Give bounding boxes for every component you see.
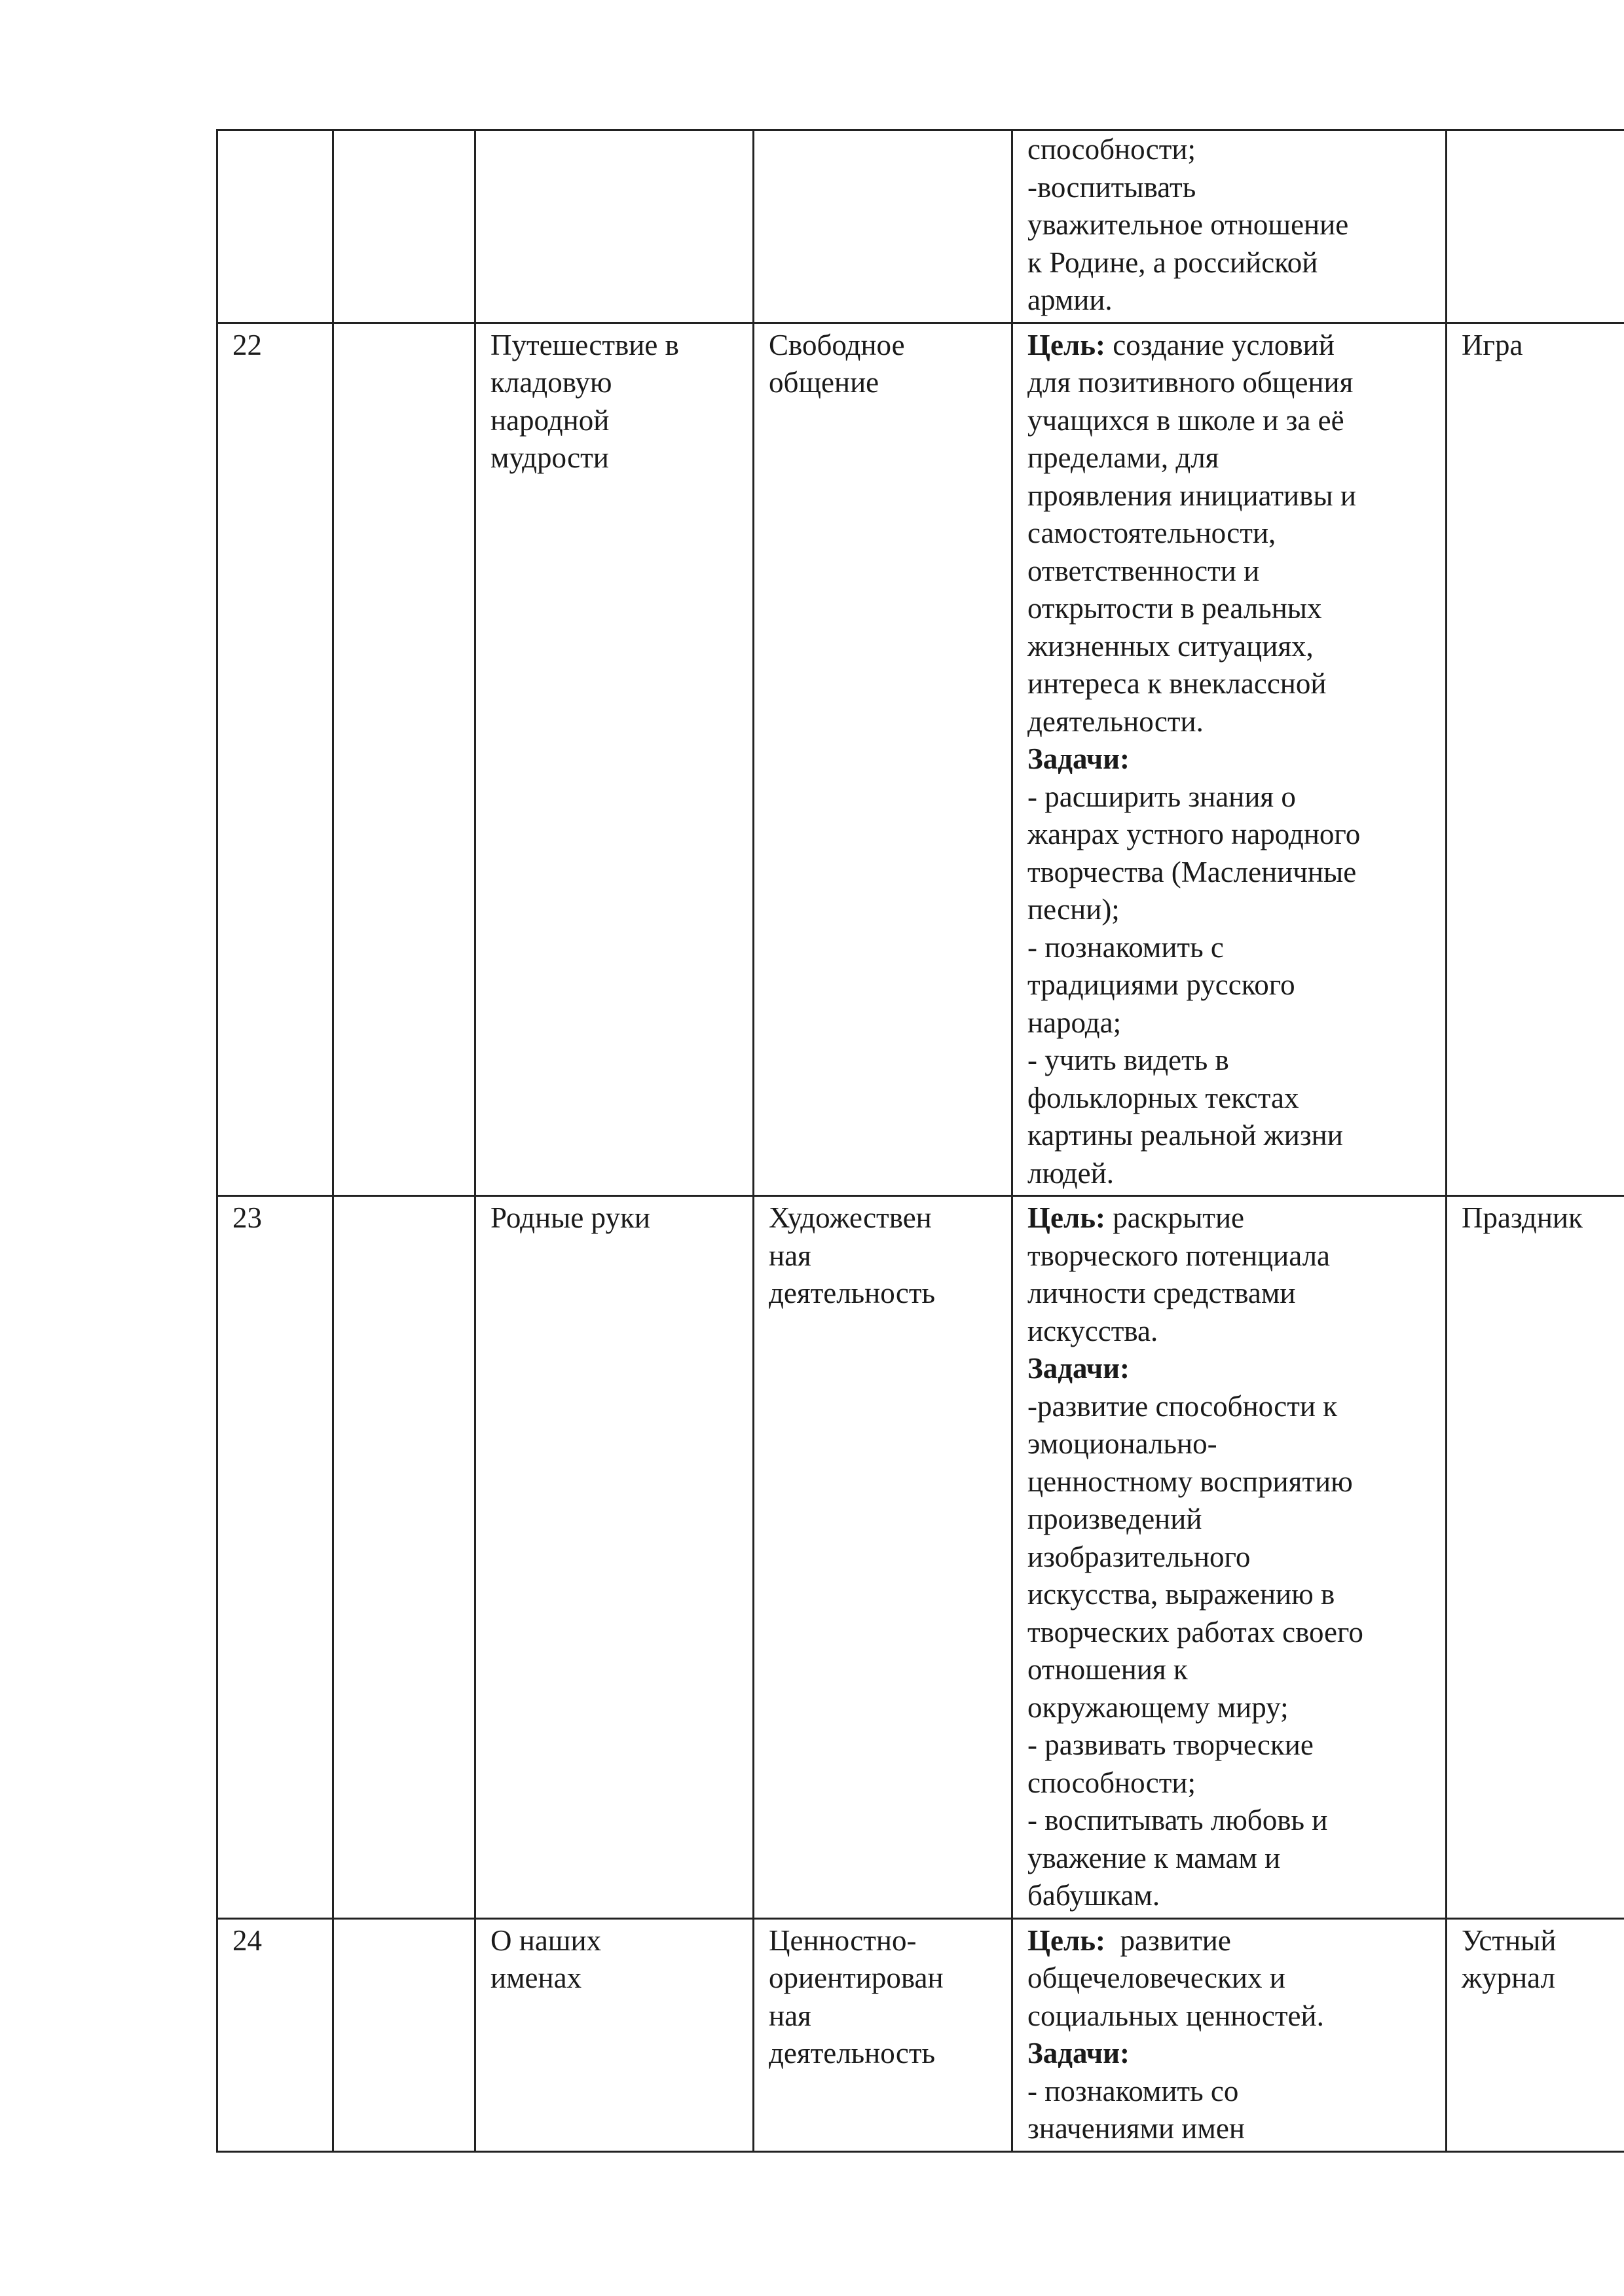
task-line: творчества (Масленичные <box>1027 855 1357 888</box>
table-row <box>217 130 1624 323</box>
task-line: традициями русского <box>1027 968 1295 1001</box>
goals-cell <box>1012 323 1447 1196</box>
task-line: - познакомить со <box>1027 2074 1239 2107</box>
activity-plan-table <box>216 129 1624 2153</box>
table-row <box>217 323 1624 1196</box>
tasks-label: Задачи: <box>1027 742 1130 775</box>
topic-cell <box>475 323 754 1196</box>
goal-line: к Родине, а российской <box>1027 246 1318 279</box>
topic-line: Родные руки <box>490 1201 650 1234</box>
goal-label: Цель: <box>1027 1923 1106 1957</box>
type-cell <box>1447 323 1624 1196</box>
form-cell <box>754 1918 1012 2151</box>
date-cell <box>333 130 475 323</box>
type-line: Устный <box>1462 1923 1557 1957</box>
goal-text: развитие <box>1105 1923 1231 1957</box>
row-number: 24 <box>232 1923 262 1957</box>
type-cell <box>1447 130 1624 323</box>
row-number-cell <box>217 1196 333 1919</box>
form-line: деятельность <box>769 1277 936 1309</box>
goal-line: открытости в реальных <box>1027 592 1322 625</box>
goal-label: Цель: <box>1027 328 1106 361</box>
task-line: эмоционально- <box>1027 1427 1217 1460</box>
type-line: Игра <box>1462 328 1523 361</box>
form-line: ориентирован <box>769 1961 944 1994</box>
goal-line: личности средствами <box>1027 1277 1296 1309</box>
goal-first-line <box>1027 1922 1435 1960</box>
topic-cell <box>475 130 754 323</box>
row-number-cell <box>217 323 333 1196</box>
tasks-label: Задачи: <box>1027 1352 1130 1385</box>
form-line: общение <box>769 366 879 399</box>
task-line: песни); <box>1027 893 1120 926</box>
goal-line: -воспитывать <box>1027 170 1196 204</box>
goal-line: проявления инициативы и <box>1027 479 1356 512</box>
task-line: людей. <box>1027 1156 1114 1190</box>
goal-label: Цель: <box>1027 1201 1106 1234</box>
task-line: произведений <box>1027 1503 1202 1535</box>
type-cell <box>1447 1196 1624 1919</box>
topic-line: народной <box>490 403 610 437</box>
topic-line: кладовую <box>490 366 612 399</box>
form-cell <box>754 323 1012 1196</box>
goal-line: самостоятельности, <box>1027 517 1276 549</box>
table-row <box>217 1918 1624 2151</box>
topic-line: именах <box>490 1961 582 1994</box>
goal-line: учащихся в школе и за её <box>1027 403 1344 437</box>
task-line: бабушкам. <box>1027 1879 1160 1912</box>
goals-cell <box>1012 1918 1447 2151</box>
goal-line: искусства. <box>1027 1314 1158 1347</box>
goal-line: армии. <box>1027 283 1113 316</box>
task-line: способности; <box>1027 1766 1196 1799</box>
goal-line: творческого потенциала <box>1027 1239 1331 1272</box>
goal-line: жизненных ситуациях, <box>1027 629 1314 663</box>
goal-line: для позитивного общения <box>1027 366 1354 399</box>
form-line: Художествен <box>769 1201 932 1234</box>
goal-line: ответственности и <box>1027 554 1260 587</box>
goal-line: пределами, для <box>1027 441 1219 474</box>
goal-first-line <box>1027 327 1435 365</box>
form-line: ная <box>769 1239 811 1272</box>
goal-line: интереса к внеклассной <box>1027 667 1327 700</box>
task-line: жанрах устного народного <box>1027 818 1361 850</box>
row-number: 22 <box>232 328 262 361</box>
task-line: отношения к <box>1027 1653 1188 1686</box>
task-line: фольклорных текстах <box>1027 1081 1299 1114</box>
topic-line: Путешествие в <box>490 328 679 361</box>
topic-cell <box>475 1918 754 2151</box>
goal-line: общечеловеческих и <box>1027 1961 1285 1994</box>
task-line: - расширить знания о <box>1027 780 1296 813</box>
task-line: уважение к мамам и <box>1027 1841 1281 1874</box>
form-cell <box>754 1196 1012 1919</box>
task-line: -развитие способности к <box>1027 1389 1338 1423</box>
tasks-label: Задачи: <box>1027 2037 1130 2069</box>
type-line: журнал <box>1462 1961 1555 1994</box>
task-line: изобразительного <box>1027 1540 1251 1573</box>
goal-text: создание условий <box>1105 328 1335 361</box>
goal-line: социальных ценностей. <box>1027 1999 1324 2032</box>
date-cell <box>333 1918 475 2151</box>
form-line: деятельность <box>769 2037 936 2069</box>
goal-text: раскрытие <box>1105 1201 1245 1234</box>
topic-line: мудрости <box>490 441 609 474</box>
task-line: окружающему миру; <box>1027 1690 1289 1724</box>
goals-cell <box>1012 130 1447 323</box>
goal-line: уважительное отношение <box>1027 208 1349 241</box>
task-line: - воспитывать любовь и <box>1027 1804 1328 1836</box>
row-number-cell <box>217 130 333 323</box>
task-line: - учить видеть в <box>1027 1044 1229 1076</box>
task-line: значениями имен <box>1027 2112 1245 2145</box>
form-line: Ценностно- <box>769 1923 917 1957</box>
form-line: ная <box>769 1999 811 2032</box>
row-number: 23 <box>232 1201 262 1234</box>
form-line: Свободное <box>769 328 905 361</box>
goal-line: способности; <box>1027 133 1196 166</box>
date-cell <box>333 1196 475 1919</box>
task-line: искусства, выражению в <box>1027 1578 1335 1611</box>
type-cell <box>1447 1918 1624 2151</box>
goal-line: деятельности. <box>1027 704 1204 738</box>
topic-line: О наших <box>490 1923 602 1957</box>
row-number-cell <box>217 1918 333 2151</box>
topic-cell <box>475 1196 754 1919</box>
form-cell <box>754 130 1012 323</box>
goals-cell <box>1012 1196 1447 1919</box>
type-line: Праздник <box>1462 1201 1583 1234</box>
task-line: творческих работах своего <box>1027 1615 1363 1649</box>
task-line: - познакомить с <box>1027 930 1224 964</box>
task-line: народа; <box>1027 1006 1122 1039</box>
task-line: - развивать творческие <box>1027 1728 1314 1761</box>
task-line: картины реальной жизни <box>1027 1119 1343 1152</box>
date-cell <box>333 323 475 1196</box>
table-row <box>217 1196 1624 1919</box>
goal-first-line <box>1027 1199 1435 1237</box>
task-line: ценностному восприятию <box>1027 1465 1353 1498</box>
